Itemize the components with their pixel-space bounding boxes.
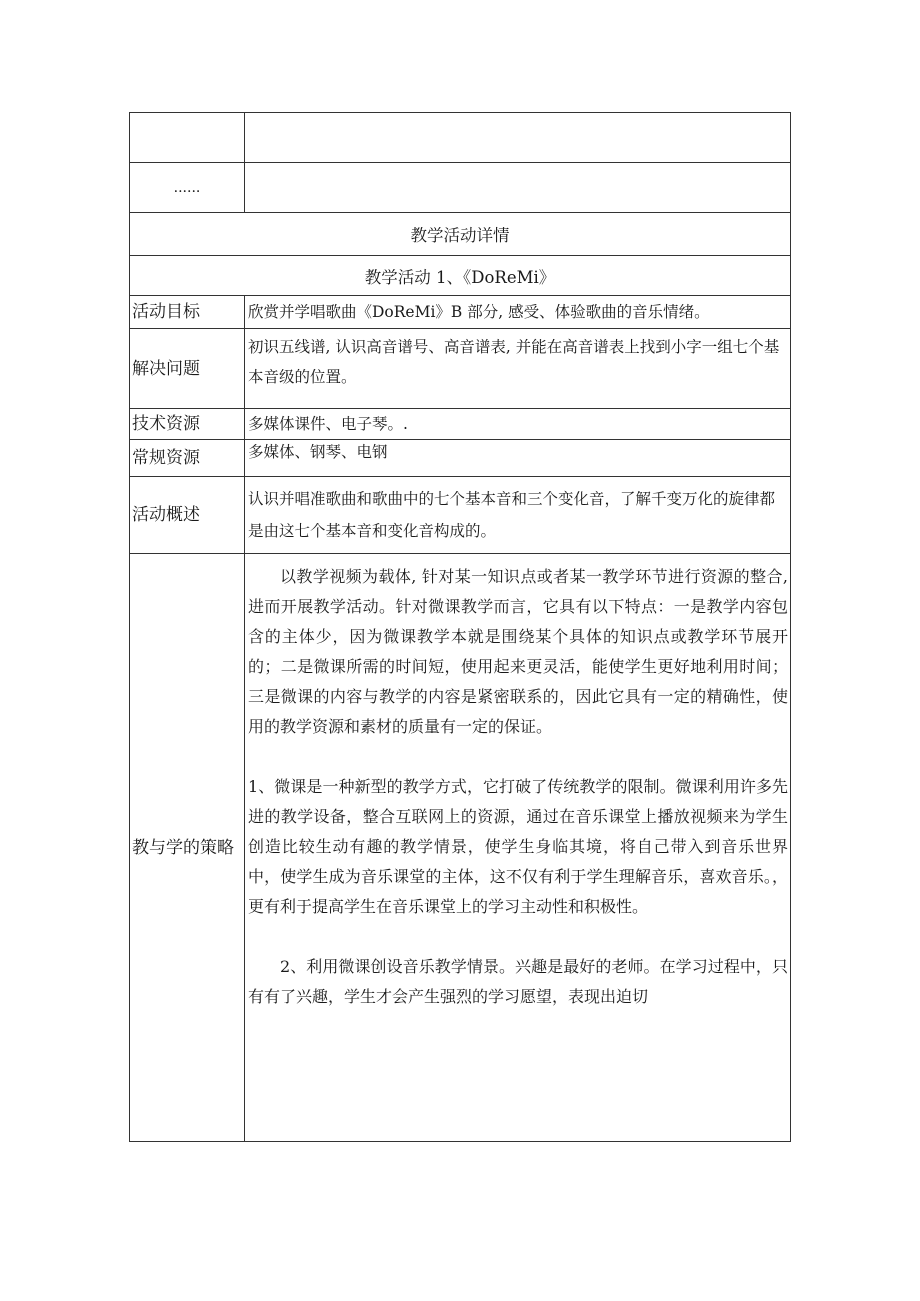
- row-content-blank: [245, 113, 791, 163]
- row-label-blank: [130, 113, 245, 163]
- table-row: [130, 296, 791, 329]
- table-row: [130, 113, 791, 163]
- activity-title: 教学活动 1、《DoReMi》: [130, 256, 791, 296]
- table-row: [130, 477, 791, 554]
- row-content-strategy: [245, 554, 791, 1142]
- row-label-overview: 活动概述: [130, 477, 245, 554]
- row-content-goal: 欣赏并学唱歌曲《DoReMi》B 部分, 感受、体验歌曲的音乐情绪。: [245, 296, 791, 329]
- table-row: [130, 440, 791, 477]
- row-content-blank: [245, 163, 791, 213]
- row-content-tech-resource: 多媒体课件、电子琴。.: [245, 409, 791, 440]
- row-content-problem: 初识五线谱, 认识高音谱号、高音谱表, 并能在高音谱表上找到小字一组七个基本音级的位置。: [245, 329, 791, 409]
- table-row: [130, 163, 791, 213]
- row-label-ellipsis: ......: [130, 163, 245, 213]
- table-row: [130, 213, 791, 256]
- table-row: [130, 409, 791, 440]
- table-row: [130, 329, 791, 409]
- table-row: [130, 256, 791, 296]
- strategy-paragraph: 2、利用微课创设音乐教学情景。兴趣是最好的老师。在学习过程中，只有有了兴趣，学生才会产生强烈的学习愿望，表现出迫切: [248, 957, 788, 1006]
- row-label-strategy: 教与学的策略: [130, 554, 245, 1142]
- row-label-regular-resource: 常规资源: [130, 440, 245, 477]
- strategy-paragraph: 1、微课是一种新型的教学方式，它打破了传统教学的限制。微课利用许多先进的教学设备，整合互联网上的资源，通过在音乐课堂上播放视频来为学生创造比较生动有趣的教学情景，使学生身临其境，将自己带入到音乐世界中，使学生成为音乐课堂的主体，这不仅有利于学生理解音乐，喜欢音乐。，更有利于提高学生在音乐课堂上的学习主动性和积极性。: [248, 777, 788, 916]
- row-content-regular-resource: 多媒体、钢琴、电钢: [245, 440, 791, 477]
- table-row: [130, 554, 791, 1142]
- strategy-paragraph: 以教学视频为载体, 针对某一知识点或者某一教学环节进行资源的整合, 进而开展教学活动。针对微课教学而言，它具有以下特点：一是教学内容包含的主体少，因为微课教学本就是围绕某个具体的知识点或教学环节展开的；二是微课所需的时间短，使用起来更灵活，能使学生更好地利用时间；三是微课的内容与教学的内容是紧密联系的，因此它具有一定的精确性，使用的教学资源和素材的质量有一定的保证。: [248, 567, 788, 736]
- row-label-tech-resource: 技术资源: [130, 409, 245, 440]
- row-label-problem: 解决问题: [130, 329, 245, 409]
- section-title: 教学活动详情: [130, 213, 791, 256]
- row-label-goal: 活动目标: [130, 296, 245, 329]
- lesson-plan-table: [129, 112, 791, 1142]
- row-content-overview: 认识并唱准歌曲和歌曲中的七个基本音和三个变化音，了解千变万化的旋律都是由这七个基本音和变化音构成的。: [245, 477, 791, 554]
